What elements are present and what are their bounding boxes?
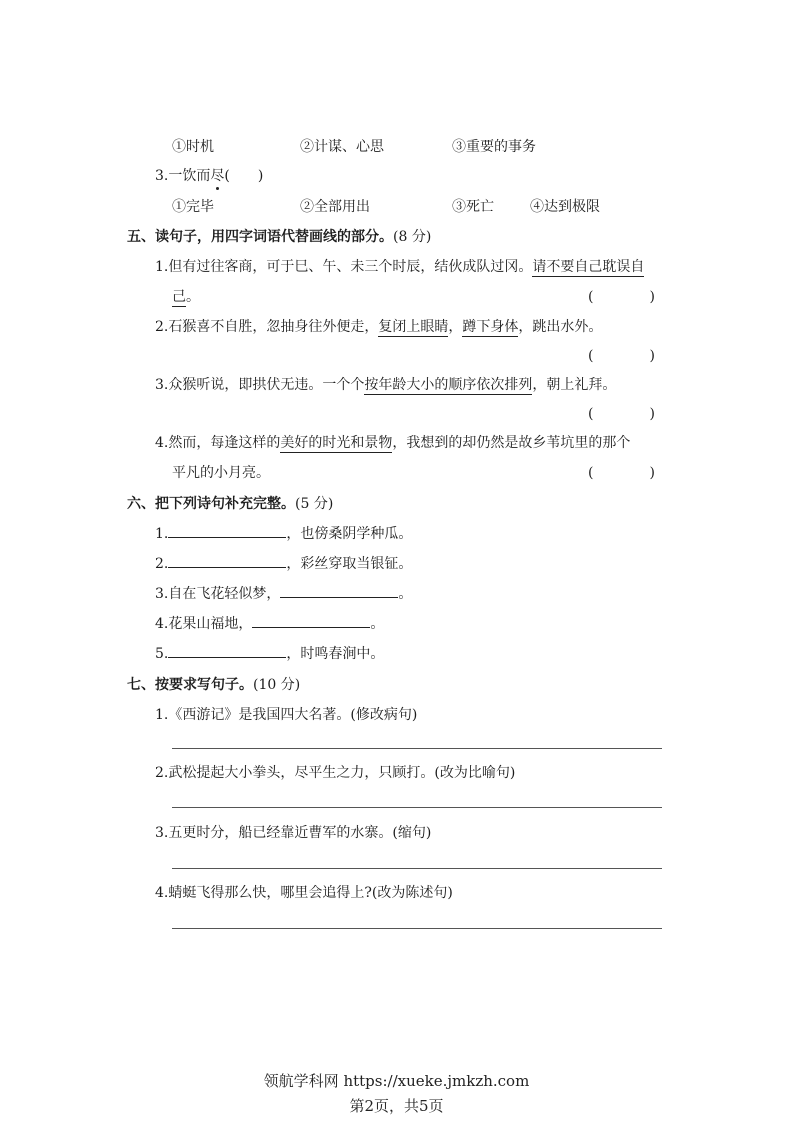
answer-paren: ( ): [588, 465, 655, 481]
s7-question-4: 4.蜻蜓飞得那么快，哪里会追得上?(改为陈述句): [155, 885, 453, 901]
answer-line[interactable]: [172, 807, 662, 808]
option-text: ①完毕: [172, 199, 214, 215]
section-score: (10 分): [253, 677, 301, 693]
answer-paren: ( ): [588, 406, 655, 422]
s5-question-4: 4.然而，每逢这样的美好的时光和景物，我想到的却仍然是故乡苇坑里的那个: [155, 435, 631, 451]
s5-question-3: 3.众猴听说，即拱伏无违。一个个按年龄大小的顺序依次排列，朝上礼拜。: [155, 377, 617, 393]
answer-paren: ( ): [588, 289, 655, 305]
option-text: ①时机: [172, 139, 214, 155]
section-score: (8 分): [393, 229, 432, 245]
s5-question-1-cont: 己。: [172, 289, 200, 305]
poem-line-4: 4.花果山福地， 。: [155, 616, 385, 632]
underlined-phrase: 按年龄大小的顺序依次排列: [364, 377, 533, 393]
s5-question-1: 1.但有过往客商，可于巳、午、未三个时辰，结伙成队过冈。请不要自己耽误自: [155, 259, 645, 275]
option-text: ②计谋、心思: [300, 139, 384, 155]
underlined-phrase: 己: [172, 289, 186, 305]
fill-blank[interactable]: [280, 585, 398, 598]
emphasis-mark: 尽: [210, 165, 224, 185]
fill-blank[interactable]: [168, 555, 286, 568]
footer-source: 领航学科网 https://xueke.jmkzh.com: [263, 1072, 530, 1090]
poem-line-3: 3.自在飞花轻似梦， 。: [155, 586, 413, 602]
underlined-phrase: 请不要自己耽误自: [532, 259, 645, 275]
fill-blank[interactable]: [168, 525, 286, 538]
section-5-heading: 五、读句子，用四字词语代替画线的部分。(8 分): [127, 229, 432, 245]
section-6-heading: 六、把下列诗句补充完整。(5 分): [127, 496, 334, 512]
answer-line[interactable]: [172, 868, 662, 869]
poem-line-2: 2. ，彩丝穿取当银钲。: [155, 556, 413, 572]
underlined-phrase: 蹲下身体: [462, 319, 519, 335]
section-score: (5 分): [295, 496, 334, 512]
s7-question-1: 1.《西游记》是我国四大名著。(修改病句): [155, 707, 418, 723]
poem-line-5: 5. ，时鸣春涧中。: [155, 646, 385, 662]
fill-blank[interactable]: [168, 645, 286, 658]
section-7-heading: 七、按要求写句子。(10 分): [127, 677, 301, 693]
option-text: ③重要的事务: [452, 139, 536, 155]
underlined-phrase: 复闭上眼睛: [378, 319, 449, 335]
s7-question-2: 2.武松提起大小拳头，尽平生之力，只顾打。(改为比喻句): [155, 765, 516, 781]
answer-line[interactable]: [172, 928, 662, 929]
question-3-word: 3.一饮而尽( ): [155, 165, 263, 185]
answer-line[interactable]: [172, 748, 662, 749]
s5-question-4-cont: 平凡的小月亮。: [172, 465, 270, 481]
underlined-phrase: 美好的时光和景物: [280, 435, 393, 451]
option-text: ③死亡: [452, 199, 494, 215]
page-number: 第2页，共5页: [349, 1097, 444, 1115]
option-text: ②全部用出: [300, 199, 370, 215]
s7-question-3: 3.五更时分，船已经靠近曹军的水寨。(缩句): [155, 825, 432, 841]
s5-question-2: 2.石猴喜不自胜，忽抽身往外便走，复闭上眼睛，蹲下身体，跳出水外。: [155, 319, 603, 335]
poem-line-1: 1. ，也傍桑阴学种瓜。: [155, 526, 413, 542]
fill-blank[interactable]: [252, 615, 370, 628]
option-text: ④达到极限: [530, 199, 600, 215]
answer-paren: ( ): [588, 348, 655, 364]
